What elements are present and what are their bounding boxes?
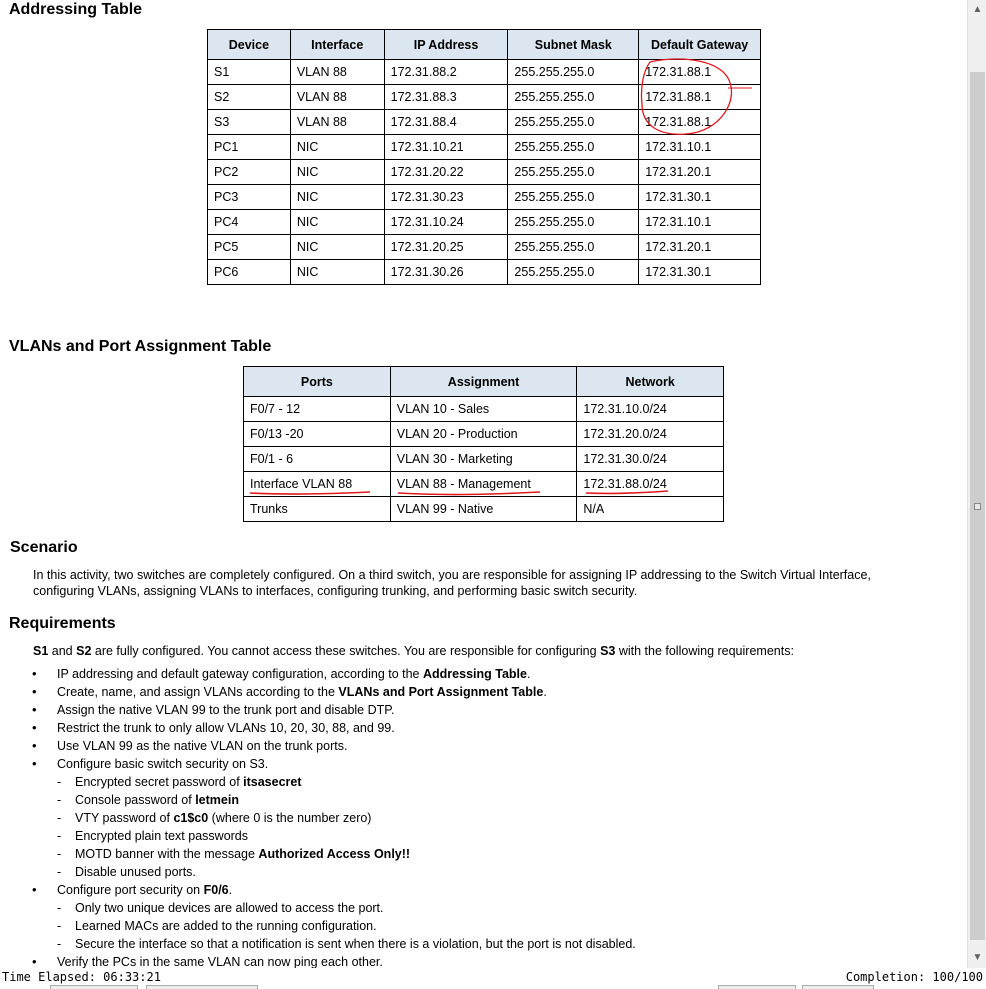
col-header: Ports (244, 367, 391, 397)
table-cell: PC1 (208, 135, 291, 160)
table-row (244, 447, 724, 472)
table-cell: F0/7 - 12 (244, 397, 391, 422)
management-row-underlines (240, 488, 680, 500)
table-cell: 172.31.88.3 (384, 85, 508, 110)
table-cell: 255.255.255.0 (508, 160, 639, 185)
item-bold-text: letmein (195, 793, 239, 807)
status-bar (0, 968, 986, 988)
intro-end: with the following requirements: (615, 644, 794, 658)
item-text: Configure basic switch security on S3. (57, 757, 269, 771)
item-text: Create, name, and assign VLANs according to the (57, 685, 339, 699)
table-cell: VLAN 30 - Marketing (390, 447, 577, 472)
requirement-subitem (32, 935, 952, 953)
gateway-highlight-circle (636, 56, 756, 140)
table-cell: N/A (577, 497, 724, 522)
table-cell: 172.31.88.0/24 (577, 472, 724, 497)
requirement-subitem (32, 863, 952, 881)
intro-s3: S3 (600, 644, 616, 658)
intro-s2: S2 (76, 644, 92, 658)
item-text: MOTD banner with the message (75, 847, 259, 861)
requirement-item (32, 665, 952, 683)
table-cell: VLAN 20 - Production (390, 422, 577, 447)
table-cell: 172.31.88.1 (639, 110, 761, 135)
table-cell: PC3 (208, 185, 291, 210)
intro-s1: S1 (33, 644, 49, 658)
table-cell: 172.31.10.21 (384, 135, 508, 160)
table-cell: 172.31.20.1 (639, 235, 761, 260)
scroll-thumb[interactable] (970, 72, 985, 940)
bottom-button[interactable] (146, 985, 258, 989)
table-cell: Trunks (244, 497, 391, 522)
table-cell: 172.31.88.1 (639, 60, 761, 85)
table-cell: 172.31.10.0/24 (577, 397, 724, 422)
item-text: Use VLAN 99 as the native VLAN on the trunk ports. (57, 739, 348, 753)
scroll-down-icon[interactable]: ▼ (972, 952, 983, 963)
requirements-title: Requirements (9, 615, 116, 632)
item-text: Assign the native VLAN 99 to the trunk port and disable DTP. (57, 703, 395, 717)
item-text: Restrict the trunk to only allow VLANs 10, 20, 30, 88, and 99. (57, 721, 395, 735)
col-header: IP Address (384, 30, 508, 60)
item-bold-text: itsasecret (243, 775, 302, 789)
vertical-scrollbar[interactable] (967, 0, 986, 968)
table-cell: 255.255.255.0 (508, 235, 639, 260)
time-elapsed: Time Elapsed: 06:33:21 (2, 970, 161, 984)
item-text: Secure the interface so that a notification is sent when there is a violation, but the port is not disabled. (75, 937, 636, 951)
scenario-line-1: In this activity, two switches are completely configured. On a third switch, you are responsible for assigning IP addressing to the Switch Virtual Interface, (33, 568, 871, 582)
table-cell: 172.31.20.0/24 (577, 422, 724, 447)
scenario-line-2: configuring VLANs, assigning VLANs to interfaces, configuring trunking, and performing basic switch security. (33, 584, 638, 598)
table-cell: 255.255.255.0 (508, 210, 639, 235)
col-header: Interface (290, 30, 384, 60)
col-header: Network (577, 367, 724, 397)
item-text: Learned MACs are added to the running configuration. (75, 919, 377, 933)
table-cell: 172.31.20.25 (384, 235, 508, 260)
item-trailing-text: . (543, 685, 547, 699)
table-cell: F0/13 -20 (244, 422, 391, 447)
item-text: Encrypted plain text passwords (75, 829, 249, 843)
table-cell: 172.31.30.0/24 (577, 447, 724, 472)
table-cell: 172.31.88.4 (384, 110, 508, 135)
table-cell: PC4 (208, 210, 291, 235)
vlan-header-row (244, 367, 724, 397)
table-cell: 172.31.20.1 (639, 160, 761, 185)
col-header: Device (208, 30, 291, 60)
item-text: IP addressing and default gateway configuration, according to the (57, 667, 423, 681)
item-text: Encrypted secret password of (75, 775, 244, 789)
table-row (244, 497, 724, 522)
table-cell: NIC (290, 210, 384, 235)
table-cell: NIC (290, 135, 384, 160)
table-row (208, 185, 761, 210)
table-row (208, 210, 761, 235)
table-cell: 255.255.255.0 (508, 110, 639, 135)
table-cell: NIC (290, 185, 384, 210)
table-cell: NIC (290, 160, 384, 185)
item-bold-text: VLANs and Port Assignment Table (338, 685, 544, 699)
requirement-subitem (32, 809, 952, 827)
table-cell: VLAN 99 - Native (390, 497, 577, 522)
vlans-table-title: VLANs and Port Assignment Table (9, 338, 272, 355)
table-cell: VLAN 88 (290, 110, 384, 135)
requirement-item (32, 737, 952, 755)
intro-mid: are fully configured. You cannot access these switches. You are responsible for configuring (91, 644, 601, 658)
requirement-subitem (32, 917, 952, 935)
requirement-item (32, 719, 952, 737)
item-bold-text: F0/6 (203, 883, 229, 897)
col-header: Assignment (390, 367, 577, 397)
scenario-title: Scenario (10, 539, 78, 556)
requirement-subitem (32, 845, 952, 863)
requirement-subitem (32, 899, 952, 917)
table-cell: 172.31.10.1 (639, 135, 761, 160)
requirement-item (32, 683, 952, 701)
table-cell: 172.31.30.1 (639, 185, 761, 210)
item-trailing-text: . (228, 883, 233, 897)
item-text: Configure port security on (57, 883, 204, 897)
requirement-item (32, 881, 952, 899)
item-bold-text: Addressing Table (423, 667, 527, 681)
item-text: Disable unused ports. (75, 865, 196, 879)
requirement-item (32, 755, 952, 773)
table-cell: 255.255.255.0 (508, 185, 639, 210)
addressing-table-title: Addressing Table (9, 1, 143, 18)
col-header: Default Gateway (639, 30, 761, 60)
table-cell: PC6 (208, 260, 291, 285)
table-cell: VLAN 88 - Management (390, 472, 577, 497)
item-text: Console password of (75, 793, 196, 807)
bottom-button[interactable] (50, 985, 138, 989)
bottom-button[interactable] (802, 985, 874, 989)
table-cell: 172.31.30.1 (639, 260, 761, 285)
addressing-header-row (208, 30, 761, 60)
table-cell: NIC (290, 260, 384, 285)
requirements-list (32, 665, 952, 968)
table-cell: 172.31.30.26 (384, 260, 508, 285)
item-trailing-text: . (526, 667, 531, 681)
requirement-subitem (32, 791, 952, 809)
item-text: VTY password of (75, 811, 174, 825)
table-cell: PC5 (208, 235, 291, 260)
item-text: Only two unique devices are allowed to access the port. (75, 901, 384, 915)
table-cell: VLAN 88 (290, 60, 384, 85)
item-bold-text: Authorized Access Only!! (258, 847, 411, 861)
table-cell: 172.31.30.23 (384, 185, 508, 210)
table-cell: VLAN 88 (290, 85, 384, 110)
table-cell: S3 (208, 110, 291, 135)
table-cell: 172.31.88.2 (384, 60, 508, 85)
table-cell: VLAN 10 - Sales (390, 397, 577, 422)
table-cell: 255.255.255.0 (508, 85, 639, 110)
requirement-subitem (32, 773, 952, 791)
table-cell: 255.255.255.0 (508, 60, 639, 85)
intro-and: and (48, 644, 77, 658)
table-cell: 172.31.10.24 (384, 210, 508, 235)
requirements-intro (33, 643, 794, 659)
table-cell: 255.255.255.0 (508, 260, 639, 285)
scroll-grip-icon (974, 503, 981, 510)
table-cell: F0/1 - 6 (244, 447, 391, 472)
table-cell: Interface VLAN 88 (244, 472, 391, 497)
requirement-item (32, 953, 952, 968)
table-row (244, 422, 724, 447)
table-cell: PC2 (208, 160, 291, 185)
table-cell: S1 (208, 60, 291, 85)
item-bold-text: c1$c0 (173, 811, 209, 825)
table-row (244, 397, 724, 422)
table-cell: NIC (290, 235, 384, 260)
requirement-item (32, 701, 952, 719)
table-row (208, 235, 761, 260)
item-text: Verify the PCs in the same VLAN can now ping each other. (57, 955, 383, 968)
table-cell: 172.31.88.1 (639, 85, 761, 110)
table-row (208, 160, 761, 185)
item-trailing-text: (where 0 is the number zero) (208, 811, 372, 825)
scroll-up-icon[interactable]: ▲ (972, 4, 983, 15)
bottom-button[interactable] (718, 985, 796, 989)
completion-score: Completion: 100/100 (845, 970, 983, 984)
table-cell: 172.31.20.22 (384, 160, 508, 185)
table-row (208, 260, 761, 285)
table-cell: S2 (208, 85, 291, 110)
requirement-subitem (32, 827, 952, 845)
table-cell: 172.31.10.1 (639, 210, 761, 235)
table-cell: 255.255.255.0 (508, 135, 639, 160)
col-header: Subnet Mask (508, 30, 639, 60)
